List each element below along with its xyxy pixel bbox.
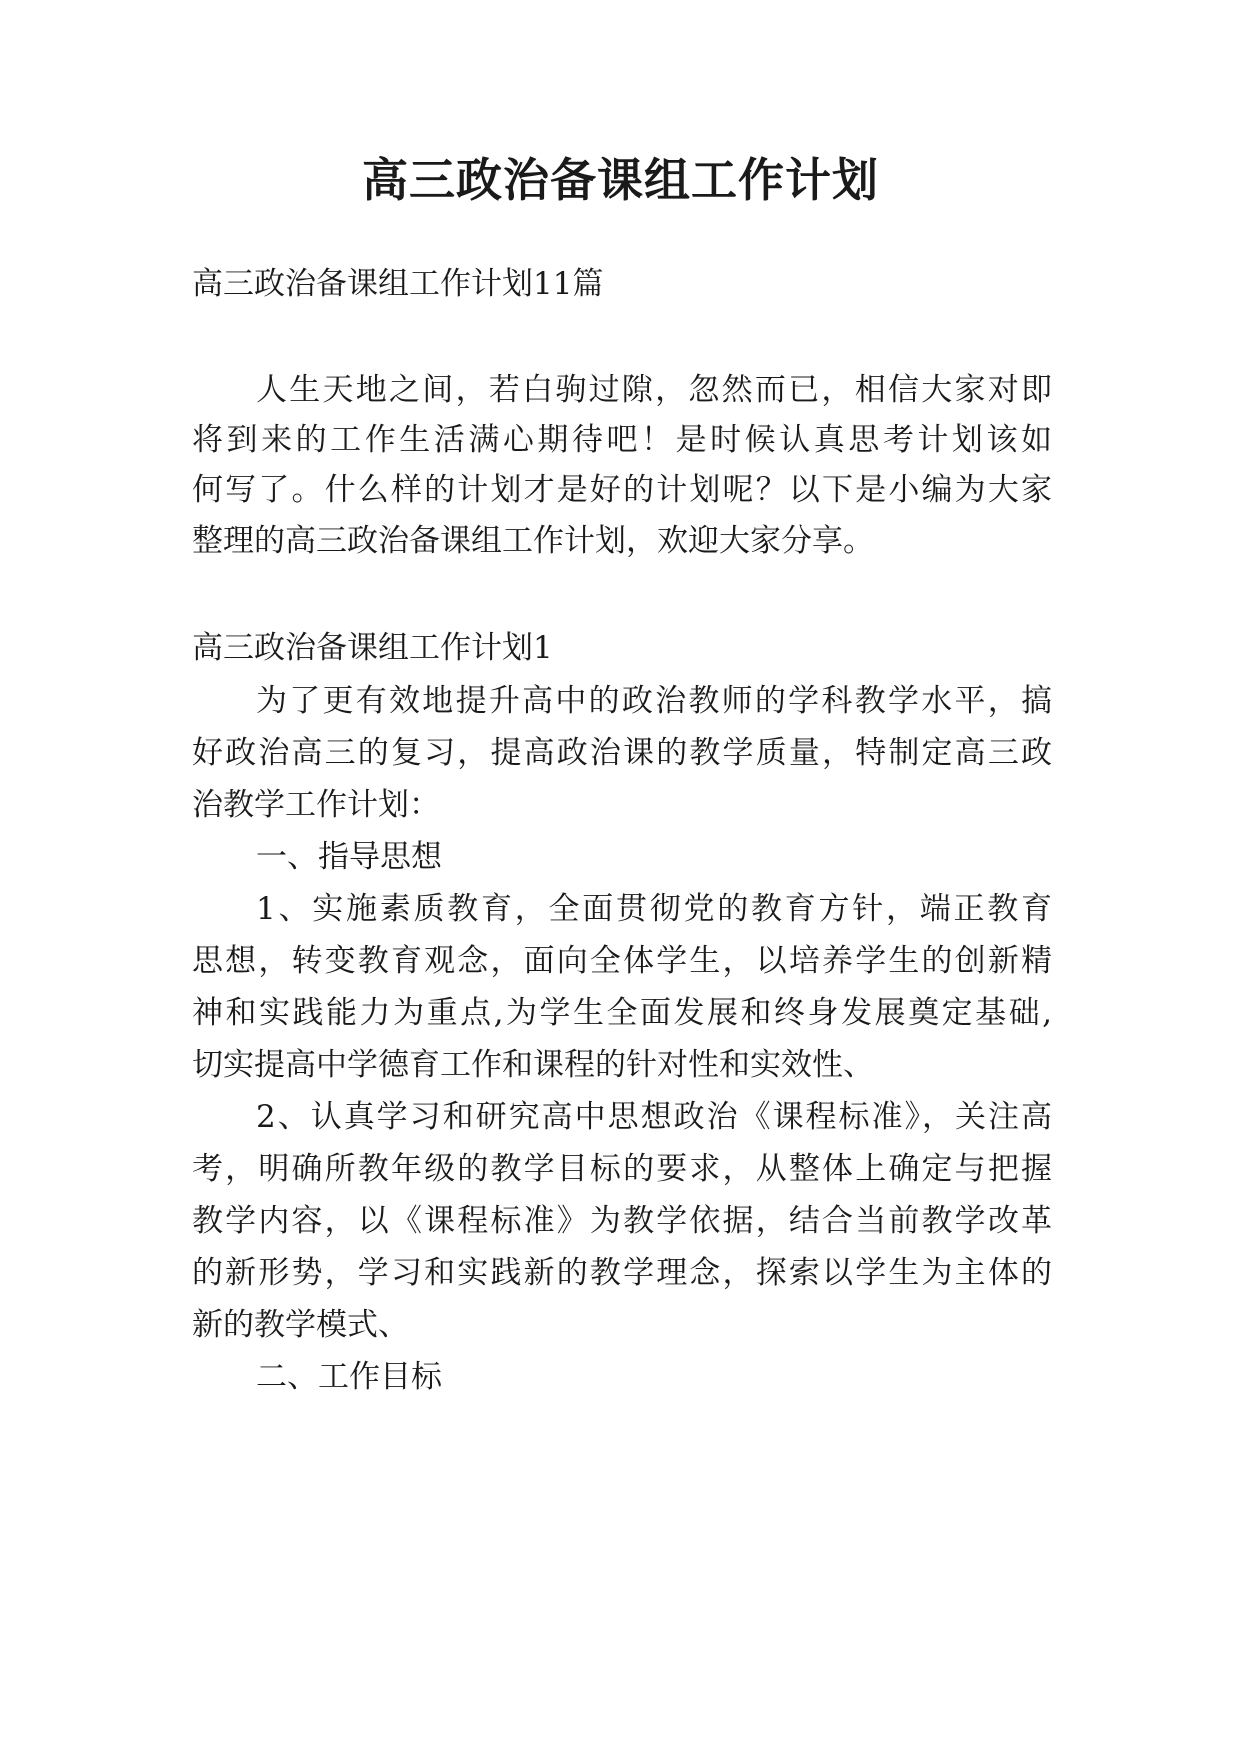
item1-line-4: 切实提高中学德育工作和课程的针对性和实效性、 — [192, 1047, 874, 1083]
item2-line-4: 的新形势，学习和实践新的教学理念，探索以学生为主体的 — [192, 1255, 1052, 1291]
intro-line-3: 何写了。什么样的计划才是好的计划呢？以下是小编为大家 — [192, 472, 1052, 508]
item1-line-3: 神和实践能力为重点,为学生全面发展和终身发展奠定基础, — [192, 995, 1052, 1031]
intro-line-2: 将到来的工作生活满心期待吧！是时候认真思考计划该如 — [192, 422, 1052, 458]
item2-line-5: 新的教学模式、 — [192, 1307, 409, 1343]
item2-line-2: 考，明确所教年级的教学目标的要求，从整体上确定与把握 — [192, 1151, 1052, 1187]
item1-line-1: 1、实施素质教育，全面贯彻党的教育方针，端正教育 — [256, 891, 1052, 927]
item2-line-3: 教学内容，以《课程标准》为教学依据，结合当前教学改革 — [192, 1203, 1052, 1239]
item1-line-2: 思想，转变教育观念，面向全体学生，以培养学生的创新精 — [192, 943, 1052, 979]
intro-line-1: 人生天地之间，若白驹过隙，忽然而已，相信大家对即 — [256, 372, 1052, 408]
heading-work-goals: 二、工作目标 — [256, 1359, 442, 1395]
section-heading: 高三政治备课组工作计划1 — [192, 630, 553, 666]
document-title: 高三政治备课组工作计划 — [362, 153, 879, 207]
paragraph-line-2: 好政治高三的复习，提高政治课的教学质量，特制定高三政 — [192, 735, 1052, 771]
intro-line-4: 整理的高三政治备课组工作计划，欢迎大家分享。 — [192, 523, 874, 559]
heading-guiding-thought: 一、指导思想 — [256, 839, 442, 875]
paragraph-line-3: 治教学工作计划： — [192, 787, 440, 823]
paragraph-line-1: 为了更有效地提升高中的政治教师的学科教学水平，搞 — [256, 683, 1052, 719]
item2-line-1: 2、认真学习和研究高中思想政治《课程标准》，关注高 — [256, 1099, 1052, 1135]
document-subtitle: 高三政治备课组工作计划11篇 — [192, 266, 604, 302]
